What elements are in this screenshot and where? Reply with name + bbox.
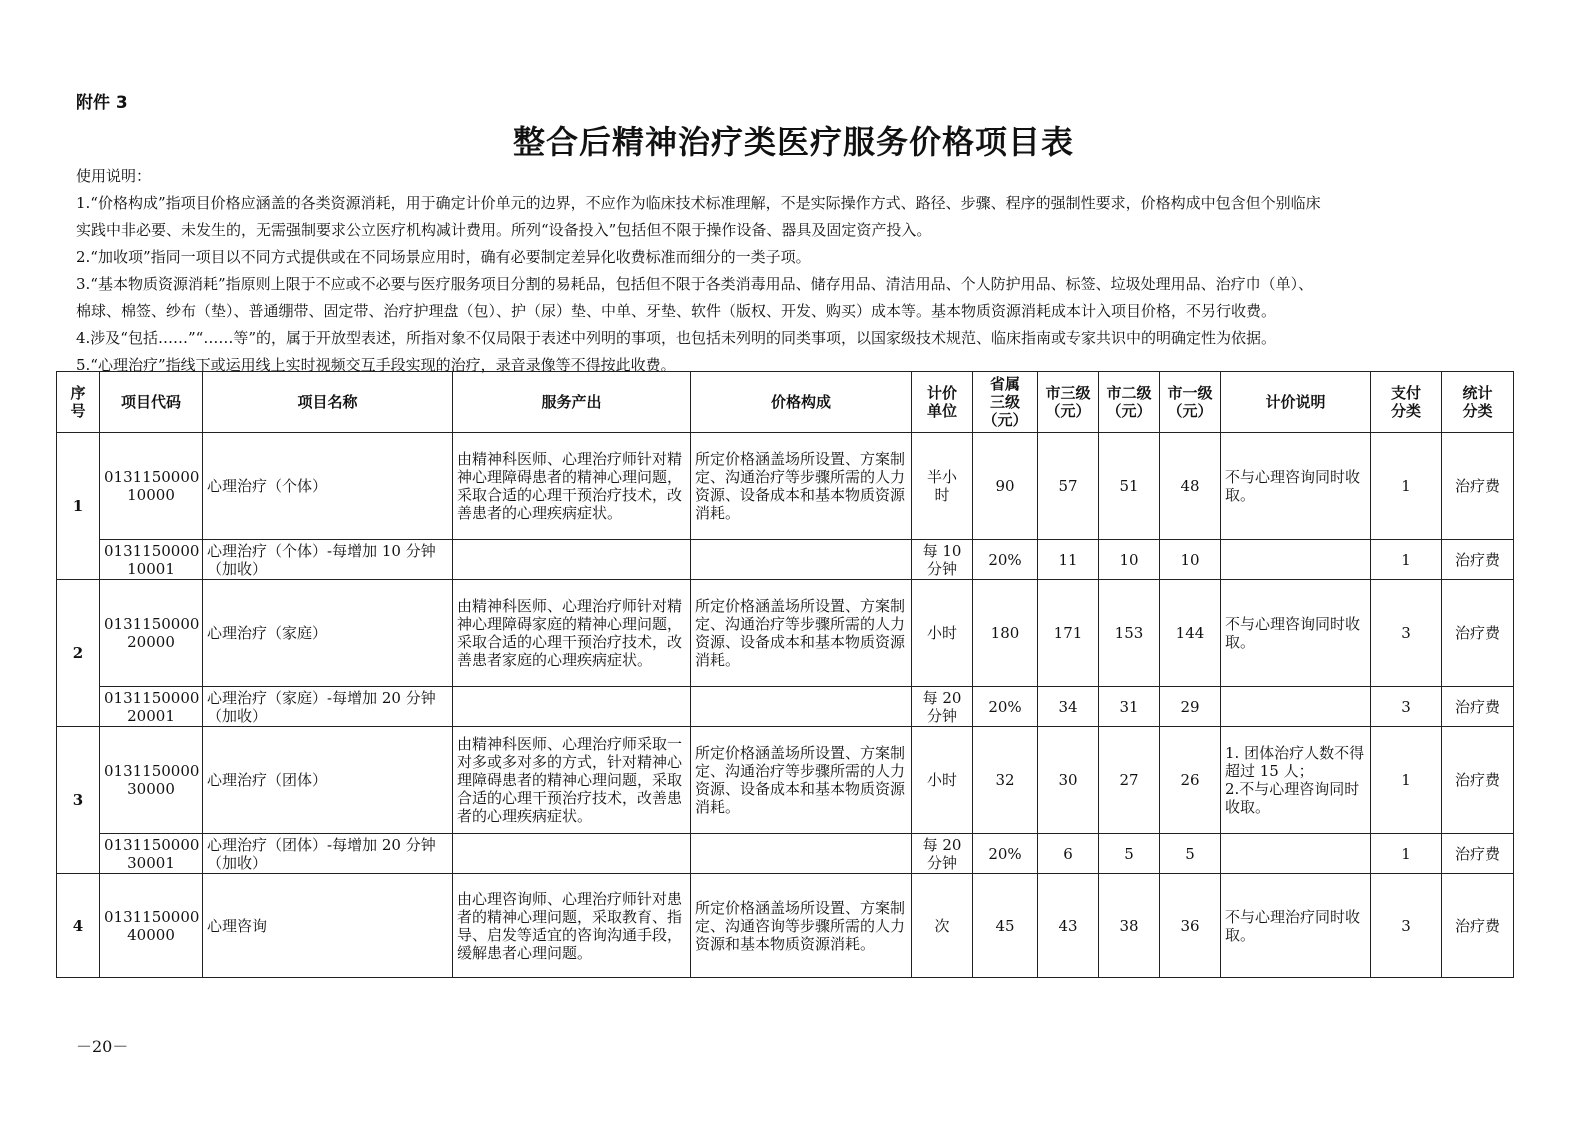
- name-cell: 心理治疗（团体）-每增加 20 分钟（加收）: [203, 834, 453, 874]
- pricing-note-cell: [1221, 687, 1371, 727]
- statistics-class-cell: 治疗费: [1442, 580, 1514, 687]
- pricing-note-cell: 1. 团体治疗人数不得超过 15 人； 2.不与心理咨询同时收取。: [1221, 727, 1371, 834]
- price-cell: 11: [1038, 540, 1099, 580]
- note-line: 实践中非必要、未发生的，无需强制要求公立医疗机构减计费用。所列“设备投入”包括但不限于操作设备、器具及固定资产投入。: [76, 221, 932, 239]
- header-pricing-note: 计价说明: [1221, 372, 1371, 433]
- output-cell: [453, 834, 691, 874]
- name-cell: 心理治疗（团体）: [203, 727, 453, 834]
- price-cell: 5: [1160, 834, 1221, 874]
- payment-class-cell: 3: [1371, 874, 1442, 978]
- code-cell: 0131150000 40000: [100, 874, 203, 978]
- price-cell: 36: [1160, 874, 1221, 978]
- header-seq: 序 号: [57, 372, 100, 433]
- header-unit: 计价 单位: [912, 372, 973, 433]
- attachment-label: 附件 3: [76, 93, 128, 113]
- price-table: [56, 371, 1514, 978]
- payment-class-cell: 1: [1371, 433, 1442, 540]
- pricing-note-cell: 不与心理咨询同时收取。: [1221, 433, 1371, 540]
- unit-cell: 小时: [912, 727, 973, 834]
- seq-cell: 2: [57, 580, 100, 727]
- price-cell: 5: [1099, 834, 1160, 874]
- unit-cell: 半小 时: [912, 433, 973, 540]
- price-cell: 48: [1160, 433, 1221, 540]
- table-header-row: [57, 372, 1514, 433]
- note-line: 4.涉及“包括……”“……等”的，属于开放型表述，所指对象不仅局限于表述中列明的事项，也包括未列明的同类事项，以国家级技术规范、临床指南或专家共识中的明确定性为依据。: [76, 329, 1276, 347]
- price-cell: 30: [1038, 727, 1099, 834]
- statistics-class-cell: 治疗费: [1442, 540, 1514, 580]
- code-cell: 0131150000 20001: [100, 687, 203, 727]
- code-cell: 0131150000 20000: [100, 580, 203, 687]
- statistics-class-cell: 治疗费: [1442, 433, 1514, 540]
- price-cell: 180: [973, 580, 1038, 687]
- payment-class-cell: 1: [1371, 727, 1442, 834]
- price-cell: 45: [973, 874, 1038, 978]
- code-cell: 0131150000 10000: [100, 433, 203, 540]
- price-cell: 20%: [973, 687, 1038, 727]
- price-cell: 10: [1160, 540, 1221, 580]
- name-cell: 心理治疗（个体）: [203, 433, 453, 540]
- payment-class-cell: 1: [1371, 834, 1442, 874]
- price-cell: 26: [1160, 727, 1221, 834]
- price-cell: 31: [1099, 687, 1160, 727]
- price-cell: 153: [1099, 580, 1160, 687]
- statistics-class-cell: 治疗费: [1442, 834, 1514, 874]
- price-cell: 34: [1038, 687, 1099, 727]
- payment-class-cell: 3: [1371, 580, 1442, 687]
- table-row: [57, 687, 1514, 727]
- table-row: [57, 874, 1514, 978]
- unit-cell: 小时: [912, 580, 973, 687]
- price-composition-cell: 所定价格涵盖场所设置、方案制定、沟通治疗等步骤所需的人力资源、设备成本和基本物质资源消耗。: [691, 433, 912, 540]
- price-composition-cell: [691, 687, 912, 727]
- name-cell: 心理咨询: [203, 874, 453, 978]
- statistics-class-cell: 治疗费: [1442, 727, 1514, 834]
- price-composition-cell: [691, 834, 912, 874]
- price-cell: 20%: [973, 834, 1038, 874]
- table-row: [57, 540, 1514, 580]
- table-row: [57, 727, 1514, 834]
- note-line: 1.“价格构成”指项目价格应涵盖的各类资源消耗，用于确定计价单元的边界，不应作为临床技术标准理解，不是实际操作方式、路径、步骤、程序的强制性要求，价格构成中包含但个别临床: [76, 194, 1321, 212]
- payment-class-cell: 1: [1371, 540, 1442, 580]
- pricing-note-cell: 不与心理治疗同时收取。: [1221, 874, 1371, 978]
- name-cell: 心理治疗（家庭）-每增加 20 分钟（加收）: [203, 687, 453, 727]
- note-line: 3.“基本物质资源消耗”指原则上限于不应或不必要与医疗服务项目分割的易耗品，包括但不限于各类消毒用品、储存用品、清洁用品、个人防护用品、标签、垃圾处理用品、治疗巾（单）、: [76, 275, 1314, 293]
- price-cell: 32: [973, 727, 1038, 834]
- price-composition-cell: [691, 540, 912, 580]
- note-line: 棉球、棉签、纱布（垫）、普通绷带、固定带、治疗护理盘（包）、护（尿）垫、中单、牙垫、软件（版权、开发、购买）成本等。基本物质资源消耗成本计入项目价格，不另行收费。: [76, 302, 1277, 320]
- note-line: 使用说明：: [76, 167, 152, 185]
- price-composition-cell: 所定价格涵盖场所设置、方案制定、沟通咨询等步骤所需的人力资源和基本物质资源消耗。: [691, 874, 912, 978]
- price-cell: 171: [1038, 580, 1099, 687]
- output-cell: 由心理咨询师、心理治疗师针对患者的精神心理问题，采取教育、指导、启发等适宜的咨询沟通手段，缓解患者心理问题。: [453, 874, 691, 978]
- statistics-class-cell: 治疗费: [1442, 687, 1514, 727]
- output-cell: 由精神科医师、心理治疗师采取一对多或多对多的方式，针对精神心理障碍患者的精神心理问题，采取合适的心理干预治疗技术，改善患者的心理疾病症状。: [453, 727, 691, 834]
- table-row: [57, 580, 1514, 687]
- price-cell: 51: [1099, 433, 1160, 540]
- pricing-note-cell: [1221, 834, 1371, 874]
- header-price-composition: 价格构成: [691, 372, 912, 433]
- price-cell: 38: [1099, 874, 1160, 978]
- page-title: 整合后精神治疗类医疗服务价格项目表: [512, 123, 1074, 161]
- output-cell: 由精神科医师、心理治疗师针对精神心理障碍家庭的精神心理问题，采取合适的心理干预治疗技术，改善患者家庭的心理疾病症状。: [453, 580, 691, 687]
- usage-notes: [76, 163, 1516, 379]
- table-row: [57, 834, 1514, 874]
- seq-cell: 1: [57, 433, 100, 580]
- price-cell: 57: [1038, 433, 1099, 540]
- header-statistics-class: 统计 分类: [1442, 372, 1514, 433]
- header-city-tier3: 市三级 （元）: [1038, 372, 1099, 433]
- header-payment-class: 支付 分类: [1371, 372, 1442, 433]
- price-cell: 10: [1099, 540, 1160, 580]
- table-row: [57, 433, 1514, 540]
- code-cell: 0131150000 30000: [100, 727, 203, 834]
- unit-cell: 每 10 分钟: [912, 540, 973, 580]
- payment-class-cell: 3: [1371, 687, 1442, 727]
- price-composition-cell: 所定价格涵盖场所设置、方案制定、沟通治疗等步骤所需的人力资源、设备成本和基本物质资源消耗。: [691, 727, 912, 834]
- unit-cell: 次: [912, 874, 973, 978]
- header-city-tier1: 市一级 （元）: [1160, 372, 1221, 433]
- price-cell: 20%: [973, 540, 1038, 580]
- output-cell: [453, 540, 691, 580]
- price-cell: 29: [1160, 687, 1221, 727]
- note-line: 2.“加收项”指同一项目以不同方式提供或在不同场景应用时，确有必要制定差异化收费标准而细分的一类子项。: [76, 248, 811, 266]
- unit-cell: 每 20 分钟: [912, 834, 973, 874]
- output-cell: 由精神科医师、心理治疗师针对精神心理障碍患者的精神心理问题，采取合适的心理干预治疗技术，改善患者的心理疾病症状。: [453, 433, 691, 540]
- header-name: 项目名称: [203, 372, 453, 433]
- price-cell: 144: [1160, 580, 1221, 687]
- price-cell: 27: [1099, 727, 1160, 834]
- price-cell: 6: [1038, 834, 1099, 874]
- pricing-note-cell: [1221, 540, 1371, 580]
- name-cell: 心理治疗（家庭）: [203, 580, 453, 687]
- page-number: －20－: [76, 1037, 129, 1056]
- header-city-tier2: 市二级 （元）: [1099, 372, 1160, 433]
- header-output: 服务产出: [453, 372, 691, 433]
- seq-cell: 4: [57, 874, 100, 978]
- code-cell: 0131150000 30001: [100, 834, 203, 874]
- code-cell: 0131150000 10001: [100, 540, 203, 580]
- price-cell: 43: [1038, 874, 1099, 978]
- header-provincial-tier3: 省属 三级 （元）: [973, 372, 1038, 433]
- name-cell: 心理治疗（个体）-每增加 10 分钟（加收）: [203, 540, 453, 580]
- pricing-note-cell: 不与心理咨询同时收取。: [1221, 580, 1371, 687]
- statistics-class-cell: 治疗费: [1442, 874, 1514, 978]
- output-cell: [453, 687, 691, 727]
- note-line: 5.“心理治疗”指线下或运用线上实时视频交互手段实现的治疗，录音录像等不得按此收费。: [76, 356, 676, 374]
- header-code: 项目代码: [100, 372, 203, 433]
- price-cell: 90: [973, 433, 1038, 540]
- unit-cell: 每 20 分钟: [912, 687, 973, 727]
- price-composition-cell: 所定价格涵盖场所设置、方案制定、沟通治疗等步骤所需的人力资源、设备成本和基本物质资源消耗。: [691, 580, 912, 687]
- seq-cell: 3: [57, 727, 100, 874]
